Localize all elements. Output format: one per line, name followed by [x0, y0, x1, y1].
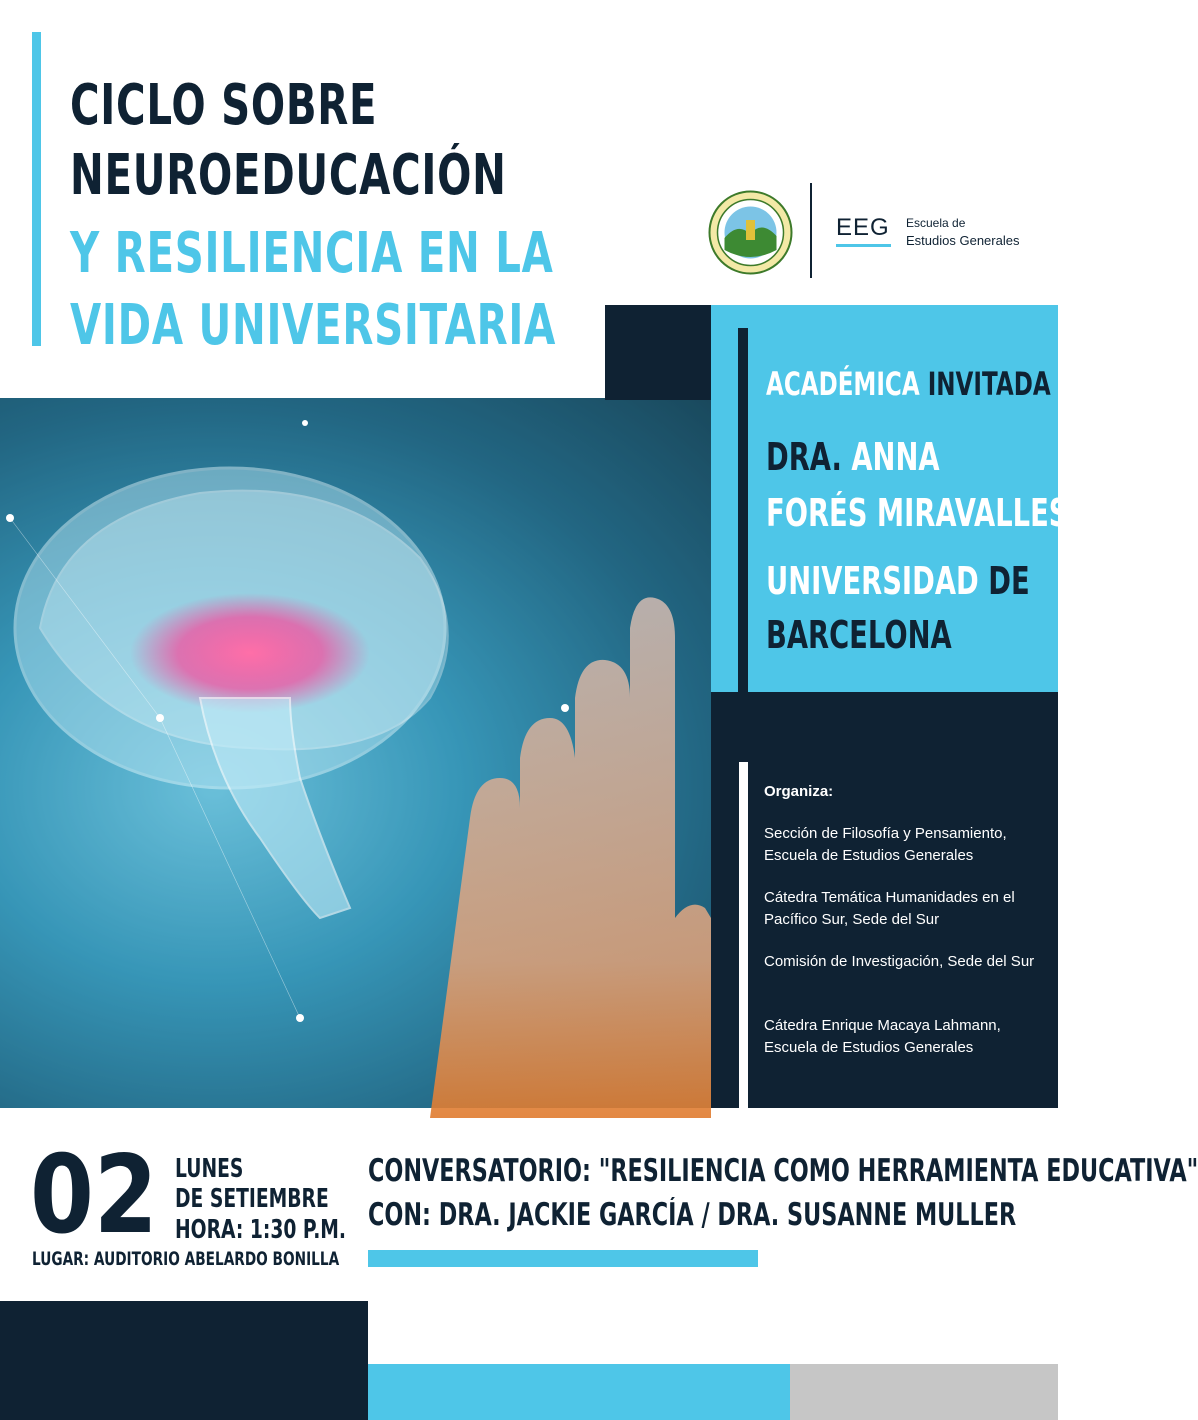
- conversation-speakers: CON: DRA. JACKIE GARCÍA / DRA. SUSANNE MULLER: [368, 1197, 1017, 1233]
- title-line-2: NEUROEDUCACIÓN: [70, 143, 507, 208]
- event-place: LUGAR: AUDITORIO ABELARDO BONILLA: [32, 1248, 340, 1270]
- brain-hand-photo: [0, 398, 711, 1108]
- eeg-logo-text: EEG: [836, 214, 890, 241]
- guest-role-part-1: ACADÉMICA: [766, 365, 920, 403]
- title-accent-bar: [32, 32, 41, 346]
- university-seal-logo: [708, 190, 793, 275]
- guest-affiliation-line-2: BARCELONA: [766, 613, 952, 657]
- guest-title: DRA.: [766, 435, 842, 479]
- event-month: DE SETIEMBRE: [175, 1184, 329, 1214]
- navy-accent-block: [605, 305, 715, 400]
- guest-name-line-2: FORÉS MIRAVALLES: [766, 491, 1069, 535]
- guest-affiliation-line-1: [766, 559, 1030, 603]
- title-line-1: CICLO SOBRE: [70, 73, 378, 138]
- conversation-title: CONVERSATORIO: "RESILIENCIA COMO HERRAMIENTA EDUCATIVA": [368, 1153, 1198, 1189]
- eeg-name-line-2: Estudios Generales: [906, 233, 1020, 248]
- event-time: HORA: 1:30 P.M.: [175, 1215, 347, 1245]
- organizer-item: Comisión de Investigación, Sede del Sur: [764, 953, 1035, 970]
- organizer-item: Cátedra Temática Humanidades en el Pacífico Sur, Sede del Sur: [764, 889, 1015, 928]
- guest-role: [766, 365, 1051, 403]
- footer-cyan-block: [368, 1364, 790, 1420]
- title-line-3: Y RESILIENCIA EN LA: [70, 221, 554, 286]
- conversation-accent-bar: [368, 1250, 758, 1267]
- organizers-panel-bar: [739, 762, 748, 1108]
- guest-panel-bar: [738, 328, 748, 692]
- guest-affiliation-part-2: DE: [988, 559, 1030, 603]
- logo-divider: [810, 183, 812, 278]
- guest-first-name: ANNA: [851, 435, 940, 479]
- guest-name-line-1: [766, 435, 940, 479]
- event-day: 02: [30, 1133, 158, 1258]
- organizer-item: Cátedra Enrique Macaya Lahmann, Escuela de Estudios Generales: [764, 1017, 1001, 1056]
- footer-navy-block: [0, 1301, 368, 1420]
- organizers-heading: Organiza:: [764, 783, 834, 800]
- title-line-4: VIDA UNIVERSITARIA: [70, 293, 557, 358]
- organizer-item: Sección de Filosofía y Pensamiento, Escuela de Estudios Generales: [764, 825, 1007, 864]
- eeg-logo-underline: [836, 244, 891, 247]
- eeg-name-line-1: Escuela de: [906, 216, 966, 230]
- guest-affiliation-part-1: UNIVERSIDAD: [766, 559, 979, 603]
- event-weekday: LUNES: [175, 1154, 244, 1184]
- guest-role-part-2: INVITADA: [927, 365, 1051, 403]
- footer-gray-block: [790, 1364, 1058, 1420]
